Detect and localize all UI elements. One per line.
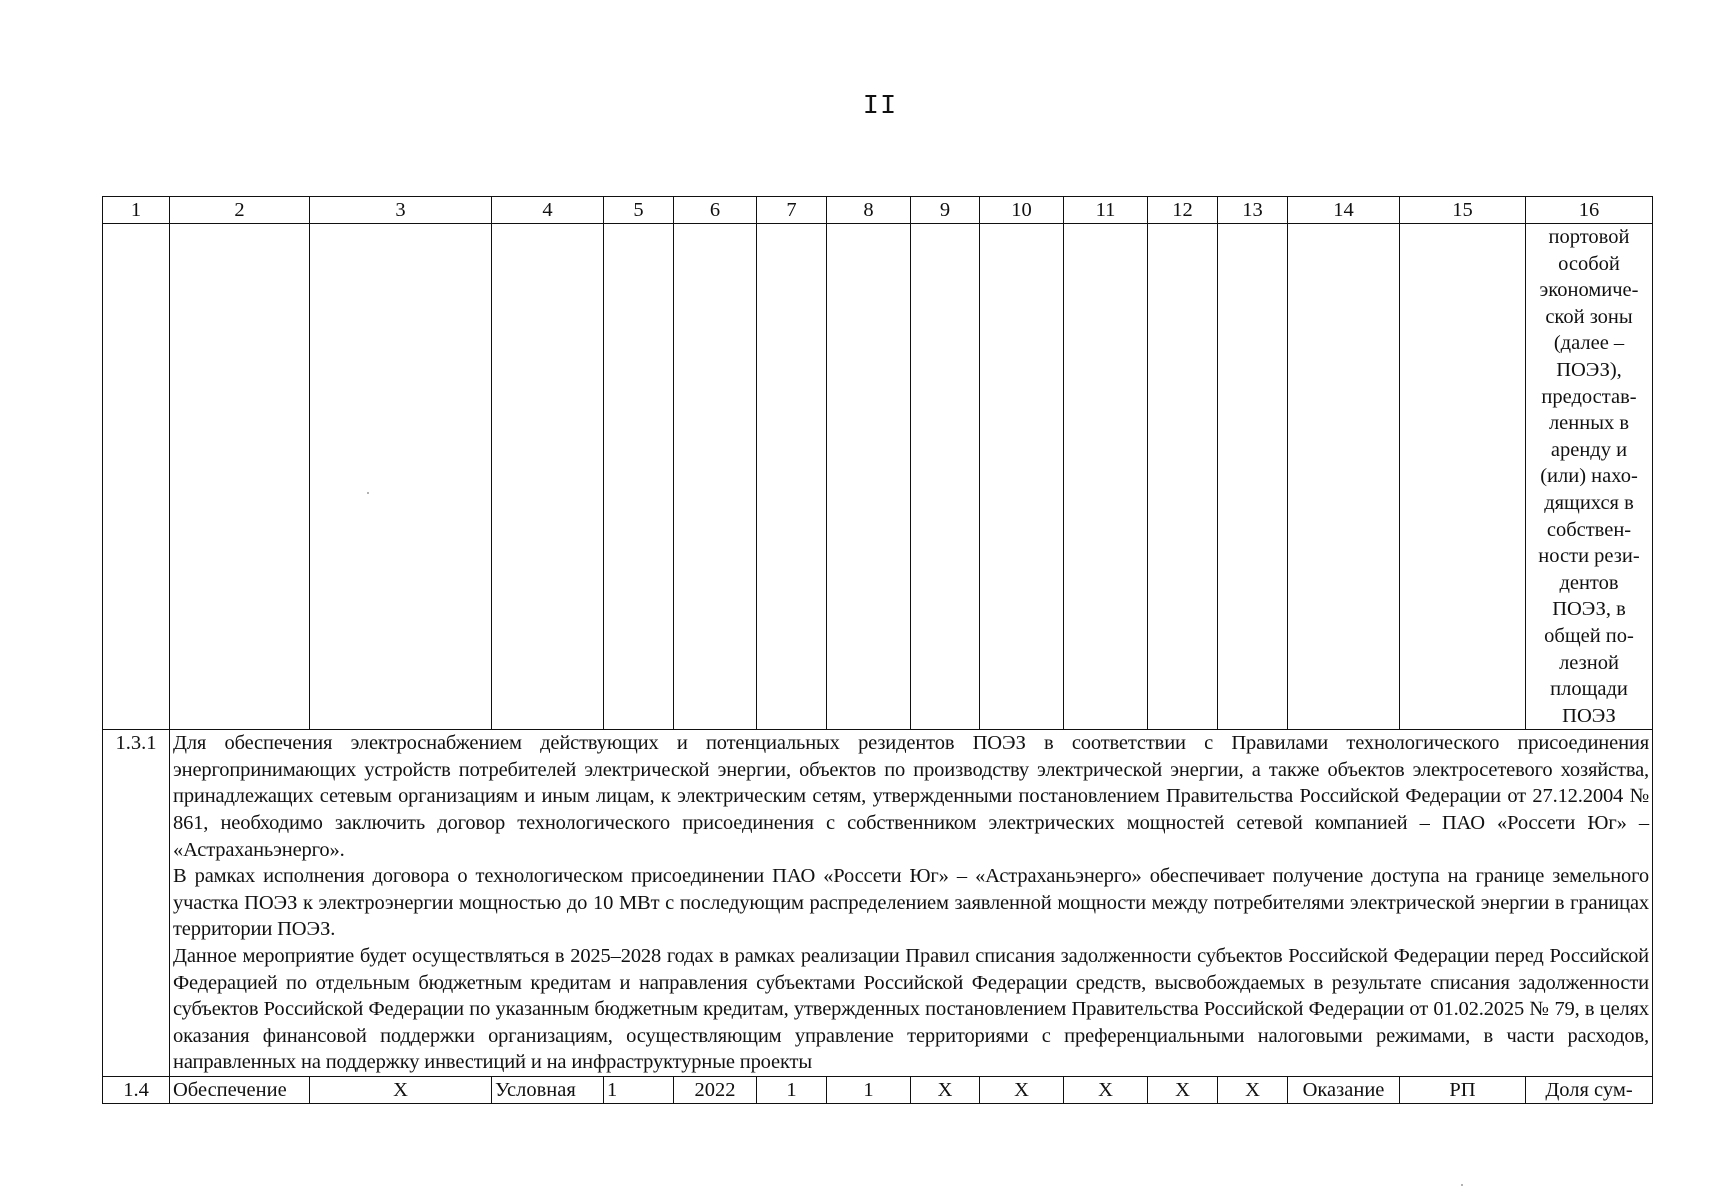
empty-cell bbox=[1064, 224, 1148, 730]
table-cell: Условная bbox=[492, 1077, 604, 1104]
empty-cell bbox=[604, 224, 674, 730]
empty-cell bbox=[757, 224, 827, 730]
table-row-1-4 bbox=[103, 1077, 1653, 1104]
table-cell: 1 bbox=[827, 1077, 911, 1104]
column-header: 14 bbox=[1288, 197, 1400, 224]
empty-cell bbox=[170, 224, 310, 730]
column-header: 10 bbox=[980, 197, 1064, 224]
empty-cell bbox=[674, 224, 757, 730]
description-paragraph: Для обеспечения электроснабжением действующих и потенциальных резидентов ПОЭЗ в соответствии с Правилами технологического присоединения энергопринимающих устройств потребителей электрической энергии, объектов по производству электрической энергии, а также объектов электросетевого хозяйства, принадлежащих сетевым организациям и иным лицам, к электрическим сетям, утвержденными постановлением Правительства Российской Федерации от 27.12.2004 № 861, необходимо заключить договор технологического присоединения с собственником электрических мощностей сетевой компанией – ПАО «Россети Юг» – «Астраханьэнерго». bbox=[173, 732, 1649, 861]
column-header: 12 bbox=[1148, 197, 1218, 224]
continued-indicator-text: портовой особой экономиче- ской зоны (далее – ПОЭЗ), предостав- ленных в аренду и (или) нахо- дящихся в собствен- ности рези- дентов ПОЭЗ, в общей по- лезной площади ПОЭЗ bbox=[1526, 224, 1653, 730]
empty-cell bbox=[1218, 224, 1288, 730]
column-header: 11 bbox=[1064, 197, 1148, 224]
empty-cell bbox=[1148, 224, 1218, 730]
empty-cell bbox=[911, 224, 980, 730]
description-paragraph: Данное мероприятие будет осуществляться в 2025–2028 годах в рамках реализации Правил списания задолженности субъектов Российской Федерации перед Российской Федерацией по отдельным бюджетным кредитам и направления субъектами Российской Федерации средств, высвобождаемых в результате списания задолженности субъектов Российской Федерации по указанным бюджетным кредитам, утвержденных постановлением Правительства Российской Федерации от 01.02.2025 № 79, в целях оказания финансовой поддержки организациям, осуществляющим управление территориями с преференциальными налоговыми режимами, в части расходов, направленных на поддержку инвестиций и на инфраструктурные проекты bbox=[173, 945, 1649, 1074]
scan-speck bbox=[367, 492, 369, 494]
empty-cell bbox=[827, 224, 911, 730]
page-number: II bbox=[862, 92, 898, 122]
column-header: 15 bbox=[1400, 197, 1526, 224]
empty-cell bbox=[310, 224, 492, 730]
empty-cell bbox=[1400, 224, 1526, 730]
table-cell: 1 bbox=[604, 1077, 674, 1104]
column-header: 4 bbox=[492, 197, 604, 224]
description-paragraph: В рамках исполнения договора о технологическом присоединении ПАО «Россети Юг» – «Астраханьэнерго» обеспечивает получение доступа на границе земельного участка ПОЭЗ к электроэнергии мощностью до 10 МВт с последующим распределением заявленной мощности между потребителями электрической энергии в границах территории ПОЭЗ. bbox=[173, 865, 1649, 941]
event-description bbox=[170, 730, 1653, 1077]
column-header: 13 bbox=[1218, 197, 1288, 224]
column-header: 5 bbox=[604, 197, 674, 224]
table-cell: Х bbox=[1218, 1077, 1288, 1104]
scan-speck bbox=[1461, 1184, 1463, 1186]
table-cell: Х bbox=[911, 1077, 980, 1104]
column-header: 9 bbox=[911, 197, 980, 224]
column-number-header-row bbox=[103, 197, 1653, 224]
empty-cell bbox=[1288, 224, 1400, 730]
row-number: 1.4 bbox=[103, 1077, 170, 1104]
column-header: 6 bbox=[674, 197, 757, 224]
document-table bbox=[102, 196, 1653, 1104]
column-header: 8 bbox=[827, 197, 911, 224]
continuation-row bbox=[103, 224, 1653, 730]
row-number: 1.3.1 bbox=[103, 730, 170, 1077]
empty-cell bbox=[980, 224, 1064, 730]
table-cell: 2022 bbox=[674, 1077, 757, 1104]
table-cell: 1 bbox=[757, 1077, 827, 1104]
column-header: 3 bbox=[310, 197, 492, 224]
column-header: 2 bbox=[170, 197, 310, 224]
column-header: 7 bbox=[757, 197, 827, 224]
column-header: 1 bbox=[103, 197, 170, 224]
table-cell: Х bbox=[1148, 1077, 1218, 1104]
table-row-1-3-1 bbox=[103, 730, 1653, 1077]
empty-cell bbox=[492, 224, 604, 730]
table-cell: Х bbox=[310, 1077, 492, 1104]
table-cell: Х bbox=[1064, 1077, 1148, 1104]
table-cell: Х bbox=[980, 1077, 1064, 1104]
table-cell: Оказание bbox=[1288, 1077, 1400, 1104]
column-header: 16 bbox=[1526, 197, 1653, 224]
table-cell: Доля сум- bbox=[1526, 1077, 1653, 1104]
table-cell: Обеспечение bbox=[170, 1077, 310, 1104]
table-cell: РП bbox=[1400, 1077, 1526, 1104]
empty-cell bbox=[103, 224, 170, 730]
